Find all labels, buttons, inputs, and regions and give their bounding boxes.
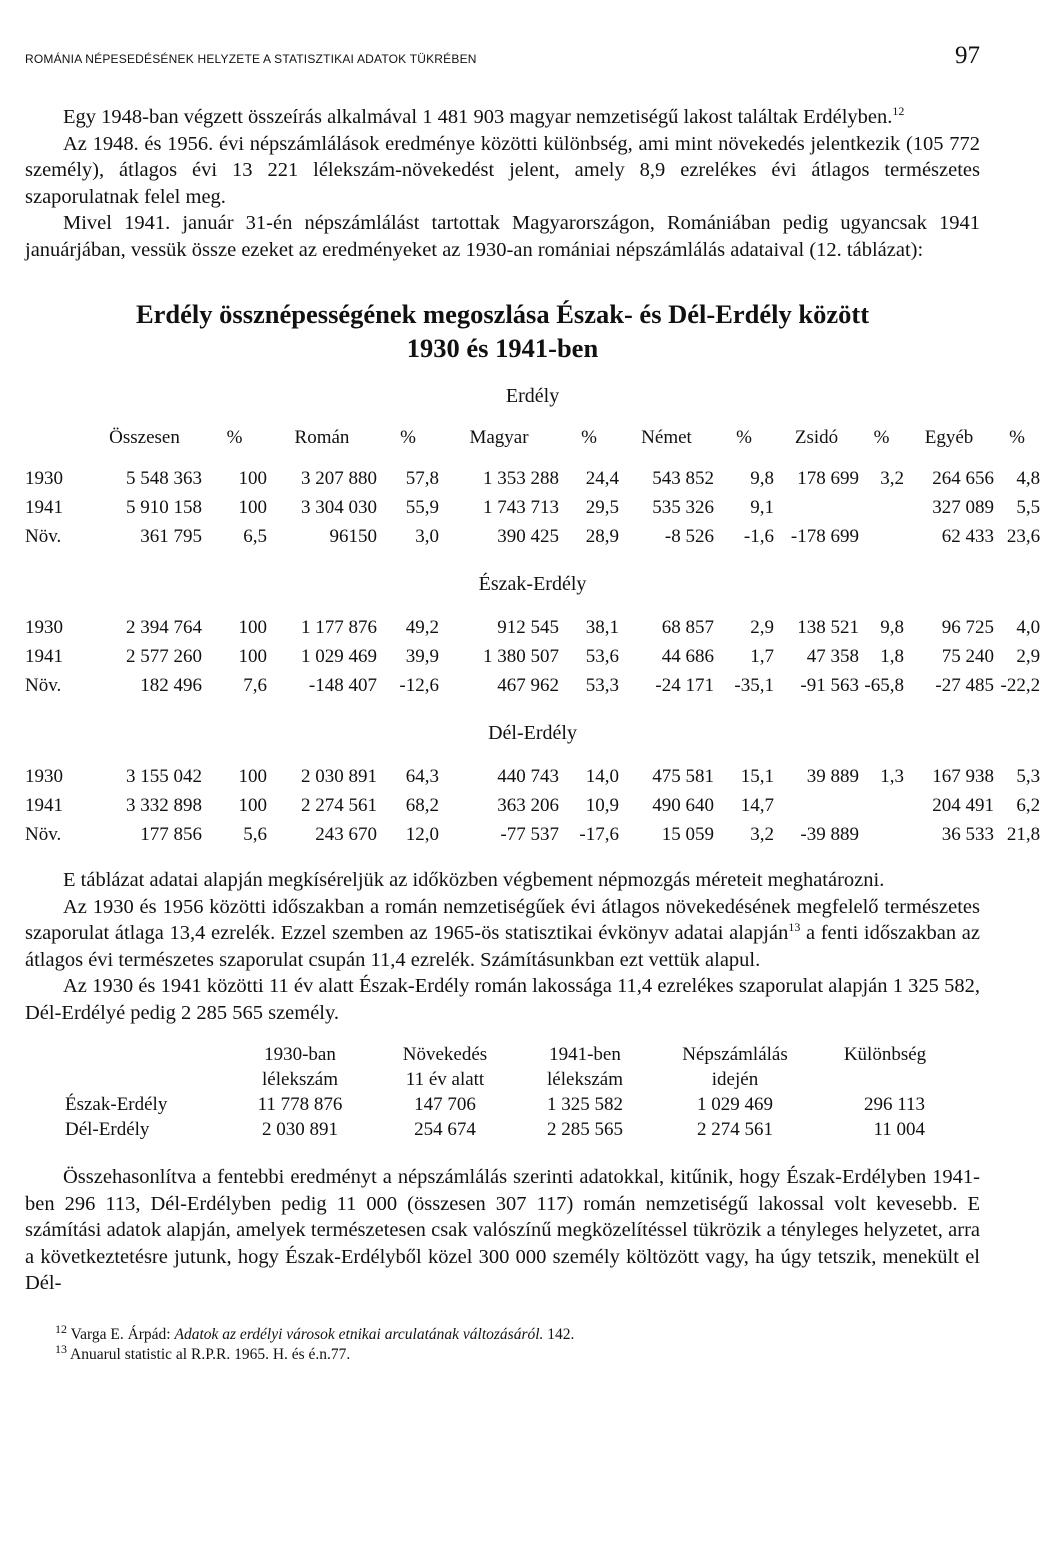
table-cell: 5,5 xyxy=(1016,496,1040,518)
table-cell: 3 155 042 xyxy=(126,765,202,787)
table-cell: 100 xyxy=(238,794,267,816)
footnotes xyxy=(25,1321,980,1365)
table-cell: 177 856 xyxy=(140,823,202,845)
paragraph-2: Az 1948. és 1956. évi népszámlálások eredménye közötti különbség, ami mint növekedés jelentkezik (105 772 személy), átlagos évi 13 221 lélekszám-növekedést jelent, amely 8,9 ezrelékes évi átlagos természetes szaporulatnak felel meg. xyxy=(25,132,980,208)
footnote xyxy=(55,1341,980,1365)
table-title xyxy=(25,297,980,365)
table-title-line-1: Erdély össznépességének megoszlása Észak- és Dél-Erdély között xyxy=(135,299,870,329)
row-label: 1930 xyxy=(25,765,63,787)
table-cell: 64,3 xyxy=(405,765,439,787)
table-cell: -1,6 xyxy=(743,525,774,547)
footnote-ref-12: 12 xyxy=(892,104,905,119)
table-cell: 4,0 xyxy=(1016,616,1040,638)
row-label: 1941 xyxy=(25,496,63,518)
section-title: Erdély xyxy=(505,384,560,407)
table-cell: 57,8 xyxy=(405,467,439,489)
table-cell: -91 563 xyxy=(800,674,859,696)
table-cell: 182 496 xyxy=(140,674,202,696)
table-cell: 14,7 xyxy=(740,794,774,816)
comparison-cell: 2 030 891 xyxy=(262,1118,338,1140)
row-label: Növ. xyxy=(25,525,62,547)
table-cell: 100 xyxy=(238,496,267,518)
table-cell: 5 548 363 xyxy=(126,467,202,489)
table-cell xyxy=(859,493,904,522)
table-cell: 53,6 xyxy=(585,645,619,667)
comparison-header: 1941-ben xyxy=(549,1043,621,1065)
footnote-author: Varga E. Árpád: xyxy=(70,1325,175,1343)
comparison-cell: 2 274 561 xyxy=(697,1118,773,1140)
footnote-author: Anuarul statistic al R.P.R. 1965. H. és é.n.77. xyxy=(70,1345,351,1363)
table-cell: 28,9 xyxy=(585,525,619,547)
table-cell: 10,9 xyxy=(585,794,619,816)
table-cell: 390 425 xyxy=(497,525,559,547)
comparison-header xyxy=(815,1067,955,1092)
table-cell: 167 938 xyxy=(932,765,994,787)
table-row xyxy=(25,493,1040,522)
comparison-header: 11 év alatt xyxy=(405,1068,485,1090)
table-cell: -24 171 xyxy=(655,674,714,696)
comparison-row-label: Dél-Erdély xyxy=(65,1118,150,1140)
footnote-number: 12 xyxy=(55,1321,67,1336)
comparison-cell: 11 778 876 xyxy=(257,1093,343,1115)
table-cell: -22,2 xyxy=(1000,674,1040,696)
table-cell: 100 xyxy=(238,645,267,667)
table-cell xyxy=(774,791,859,820)
table-cell: 5,6 xyxy=(243,823,267,845)
paragraph-4: E táblázat adatai alapján megkíséreljük az időközben végbement népmozgás méreteit meghatározni. xyxy=(63,869,885,891)
table-cell: 1,8 xyxy=(880,645,904,667)
section-title: Dél-Erdély xyxy=(488,721,577,744)
table-title-line-2: 1930 és 1941-ben xyxy=(406,333,599,363)
footnote-number: 13 xyxy=(55,1341,67,1356)
row-label: Növ. xyxy=(25,823,62,845)
table-cell: 5,3 xyxy=(1016,765,1040,787)
table-cell: 535 326 xyxy=(652,496,714,518)
table-cell: 2 030 891 xyxy=(301,765,377,787)
column-header: Román xyxy=(294,426,350,448)
table-cell: 178 699 xyxy=(797,467,859,489)
table-row xyxy=(25,522,1040,551)
table-cell: 3,0 xyxy=(415,525,439,547)
table-cell xyxy=(774,493,859,522)
column-header: Összesen xyxy=(109,426,180,448)
table-row xyxy=(25,642,1040,671)
comparison-header-spacer xyxy=(65,1042,225,1067)
table-cell: 490 640 xyxy=(652,794,714,816)
comparison-cell: 2 285 565 xyxy=(547,1118,623,1140)
section-title: Észak-Erdély xyxy=(478,572,587,595)
comparison-row xyxy=(65,1117,955,1142)
footnote xyxy=(55,1321,980,1345)
table-cell: 204 491 xyxy=(932,794,994,816)
table-cell: -39 889 xyxy=(800,823,859,845)
table-cell: -178 699 xyxy=(790,525,859,547)
table-cell: 1 177 876 xyxy=(301,616,377,638)
table-cell: 14,0 xyxy=(585,765,619,787)
table-cell xyxy=(859,791,904,820)
comparison-header: Népszámlálás xyxy=(682,1043,788,1065)
table-cell: 912 545 xyxy=(497,616,559,638)
table-cell: 1 029 469 xyxy=(301,645,377,667)
page-number: 97 xyxy=(955,42,980,69)
table-cell: 15,1 xyxy=(740,765,774,787)
comparison-header: idején xyxy=(711,1068,759,1090)
comparison-cell: 1 029 469 xyxy=(697,1093,773,1115)
table-cell: 6,5 xyxy=(243,525,267,547)
table-cell: 7,6 xyxy=(243,674,267,696)
paragraph-5-text-b: a fenti időszakban az átlagos évi természetes szaporulat csupán 11,4 ezrelék. Számításunkban ezt vettük alapul. xyxy=(25,922,980,971)
table-cell: -65,8 xyxy=(864,674,904,696)
footnote-title: Adatok az erdélyi városok etnikai arculatának változásáról. xyxy=(174,1325,544,1343)
table-cell: 100 xyxy=(238,467,267,489)
table-cell: 475 581 xyxy=(652,765,714,787)
table-row xyxy=(25,601,1040,642)
table-cell: 2 394 764 xyxy=(126,616,202,638)
comparison-cell: 11 004 xyxy=(873,1118,925,1140)
table-cell: 15 059 xyxy=(661,823,714,845)
comparison-header: lélekszám xyxy=(547,1068,623,1090)
table-cell: 36 533 xyxy=(941,823,994,845)
table-cell: 29,5 xyxy=(585,496,619,518)
table-cell: 23,6 xyxy=(1006,525,1040,547)
table-cell: 24,4 xyxy=(585,467,619,489)
column-header: % xyxy=(400,426,416,448)
table-cell: 9,8 xyxy=(880,616,904,638)
section-title-row xyxy=(25,551,1040,601)
comparison-cell: 147 706 xyxy=(414,1093,476,1115)
comparison-row-label: Észak-Erdély xyxy=(65,1093,168,1115)
table-cell: 3 332 898 xyxy=(126,794,202,816)
table-cell: 21,8 xyxy=(1006,823,1040,845)
footnote-ref-13: 13 xyxy=(788,920,801,935)
comparison-header-row xyxy=(65,1067,955,1092)
table-cell: 3 304 030 xyxy=(301,496,377,518)
table-cell: 49,2 xyxy=(405,616,439,638)
paragraph-3: Mivel 1941. január 31-én népszámlálást tartottak Magyarországon, Romániában pedig ugyancsak 1941 januárjában, vessük össze ezeket az eredményeket az 1930-an romániai népszámlálás adataival (12. táblázat): xyxy=(25,212,980,261)
paragraph-1-text: Egy 1948-ban végzett összeírás alkalmával 1 481 903 magyar nemzetiségű lakost találtak Erdélyben. xyxy=(63,106,893,128)
table-cell: -8 526 xyxy=(664,525,714,547)
table-cell: 138 521 xyxy=(797,616,859,638)
table-cell: -148 407 xyxy=(308,674,377,696)
table-cell: 12,0 xyxy=(405,823,439,845)
paragraph-6: Az 1930 és 1941 közötti 11 év alatt Észak-Erdély román lakossága 11,4 ezrelékes szaporulat alapján 1 325 582, Dél-Erdélyé pedig 2 285 565 személy. xyxy=(25,975,980,1024)
table-cell: 96150 xyxy=(329,525,377,547)
table-cell: 75 240 xyxy=(941,645,994,667)
table-cell: 62 433 xyxy=(941,525,994,547)
comparison-cell: 1 325 582 xyxy=(547,1093,623,1115)
table-row xyxy=(25,820,1040,849)
table-cell: 363 206 xyxy=(497,794,559,816)
paragraph-7: Összehasonlítva a fentebbi eredményt a népszámlálás szerinti adatokkal, kitűnik, hogy Észak-Erdélyben 1941-ben 296 113, Dél-Erdélyben pedig 11 000 (összesen 307 117) román nemzetiségű lakossal volt kevesebb. E számítási adatok alapján, amelyek természetesen csak valószínű megközelítéssel tükrözik a tényleges helyzetet, arra a következtetésre jutunk, hogy Észak-Erdélyből közel 300 000 személy költözött vagy, ha úgy tetszik, menekült el Dél- xyxy=(25,1166,980,1294)
column-header: Zsidó xyxy=(794,426,839,448)
table-row xyxy=(25,671,1040,700)
table-cell: 3,2 xyxy=(880,467,904,489)
table-row xyxy=(25,791,1040,820)
comparison-row xyxy=(65,1092,955,1117)
column-header: Magyar xyxy=(469,426,529,448)
table-cell: 5 910 158 xyxy=(126,496,202,518)
table-cell: 6,2 xyxy=(1016,794,1040,816)
table-cell: -27 485 xyxy=(935,674,994,696)
table-cell: -35,1 xyxy=(734,674,774,696)
paragraph-5-text-a: Az 1930 és 1956 közötti időszakban a román nemzetiségűek évi átlagos növekedésének megfelelő természetes szaporulat átlaga 13,4 ezrelék. Ezzel szemben az 1965-ös statisztikai évkönyv adatai alapján xyxy=(25,895,980,944)
table-cell: 467 962 xyxy=(497,674,559,696)
comparison-header: 1930-ban xyxy=(264,1043,336,1065)
table-cell xyxy=(859,820,904,849)
table-cell: 1 743 713 xyxy=(483,496,559,518)
table-row xyxy=(25,452,1040,493)
table-cell: 96 725 xyxy=(941,616,994,638)
table-cell: 1,3 xyxy=(880,765,904,787)
table-row xyxy=(25,750,1040,791)
table-cell: 1 353 288 xyxy=(483,467,559,489)
column-header: Egyéb xyxy=(924,426,974,448)
row-label: 1941 xyxy=(25,794,63,816)
table-cell: -17,6 xyxy=(579,823,619,845)
table-cell: 39,9 xyxy=(405,645,439,667)
row-label: 1930 xyxy=(25,467,63,489)
column-header: % xyxy=(581,426,597,448)
table-cell: 47 358 xyxy=(806,645,859,667)
table-cell: 9,1 xyxy=(750,496,774,518)
table-cell: 2 577 260 xyxy=(126,645,202,667)
table-cell: 100 xyxy=(238,765,267,787)
book-page xyxy=(25,40,1040,1365)
table-cell: 1,7 xyxy=(750,645,774,667)
comparison-table xyxy=(65,1042,955,1142)
table-cell: 53,3 xyxy=(585,674,619,696)
comparison-header: Növekedés xyxy=(402,1043,488,1065)
table-cell: 243 670 xyxy=(315,823,377,845)
comparison-header: Különbség xyxy=(843,1043,927,1065)
census-table-container xyxy=(25,365,1040,849)
row-label: 1941 xyxy=(25,645,63,667)
table-cell: 2,9 xyxy=(1016,645,1040,667)
paragraph-5 xyxy=(25,894,980,974)
table-cell: 3 207 880 xyxy=(301,467,377,489)
table-cell: 327 089 xyxy=(932,496,994,518)
table-cell: 4,8 xyxy=(1016,467,1040,489)
column-header: % xyxy=(226,426,243,448)
comparison-header-row xyxy=(65,1042,955,1067)
paragraph-1 xyxy=(25,104,980,131)
table-cell: 264 656 xyxy=(932,467,994,489)
column-header: Német xyxy=(641,426,692,448)
table-cell: -77 537 xyxy=(500,823,559,845)
table-cell: 68,2 xyxy=(405,794,439,816)
table-cell: 38,1 xyxy=(585,616,619,638)
comparison-header-spacer xyxy=(65,1067,225,1092)
table-cell: -12,6 xyxy=(399,674,439,696)
table-cell: 543 852 xyxy=(652,467,714,489)
comparison-cell: 296 113 xyxy=(863,1093,925,1115)
table-cell: 361 795 xyxy=(140,525,202,547)
table-cell: 1 380 507 xyxy=(483,645,559,667)
table-cell: 440 743 xyxy=(497,765,559,787)
row-label: Növ. xyxy=(25,674,62,696)
column-header: % xyxy=(1009,426,1025,448)
table-cell: 3,2 xyxy=(750,823,774,845)
census-table xyxy=(25,365,1040,849)
comparison-header: lélekszám xyxy=(262,1068,338,1090)
table-cell: 2,9 xyxy=(750,616,774,638)
running-head xyxy=(25,40,980,80)
column-header xyxy=(25,413,87,452)
column-header: % xyxy=(736,426,752,448)
section-title-row xyxy=(25,365,1040,413)
running-title: ROMÁNIA NÉPESEDÉSÉNEK HELYZETE A STATISZTIKAI ADATOK TÜKRÉBEN xyxy=(25,52,477,66)
section-title-row xyxy=(25,700,1040,750)
table-cell: 9,8 xyxy=(750,467,774,489)
table-cell: 55,9 xyxy=(405,496,439,518)
table-cell: 2 274 561 xyxy=(301,794,377,816)
row-label: 1930 xyxy=(25,616,63,638)
table-cell: 68 857 xyxy=(661,616,714,638)
table-cell: 39 889 xyxy=(806,765,859,787)
column-header-row xyxy=(25,413,1040,452)
column-header: % xyxy=(873,426,890,448)
footnote-page: 142. xyxy=(543,1325,575,1343)
table-cell: 100 xyxy=(238,616,267,638)
table-cell: 44 686 xyxy=(661,645,714,667)
comparison-cell: 254 674 xyxy=(414,1118,476,1140)
table-cell xyxy=(859,522,904,551)
